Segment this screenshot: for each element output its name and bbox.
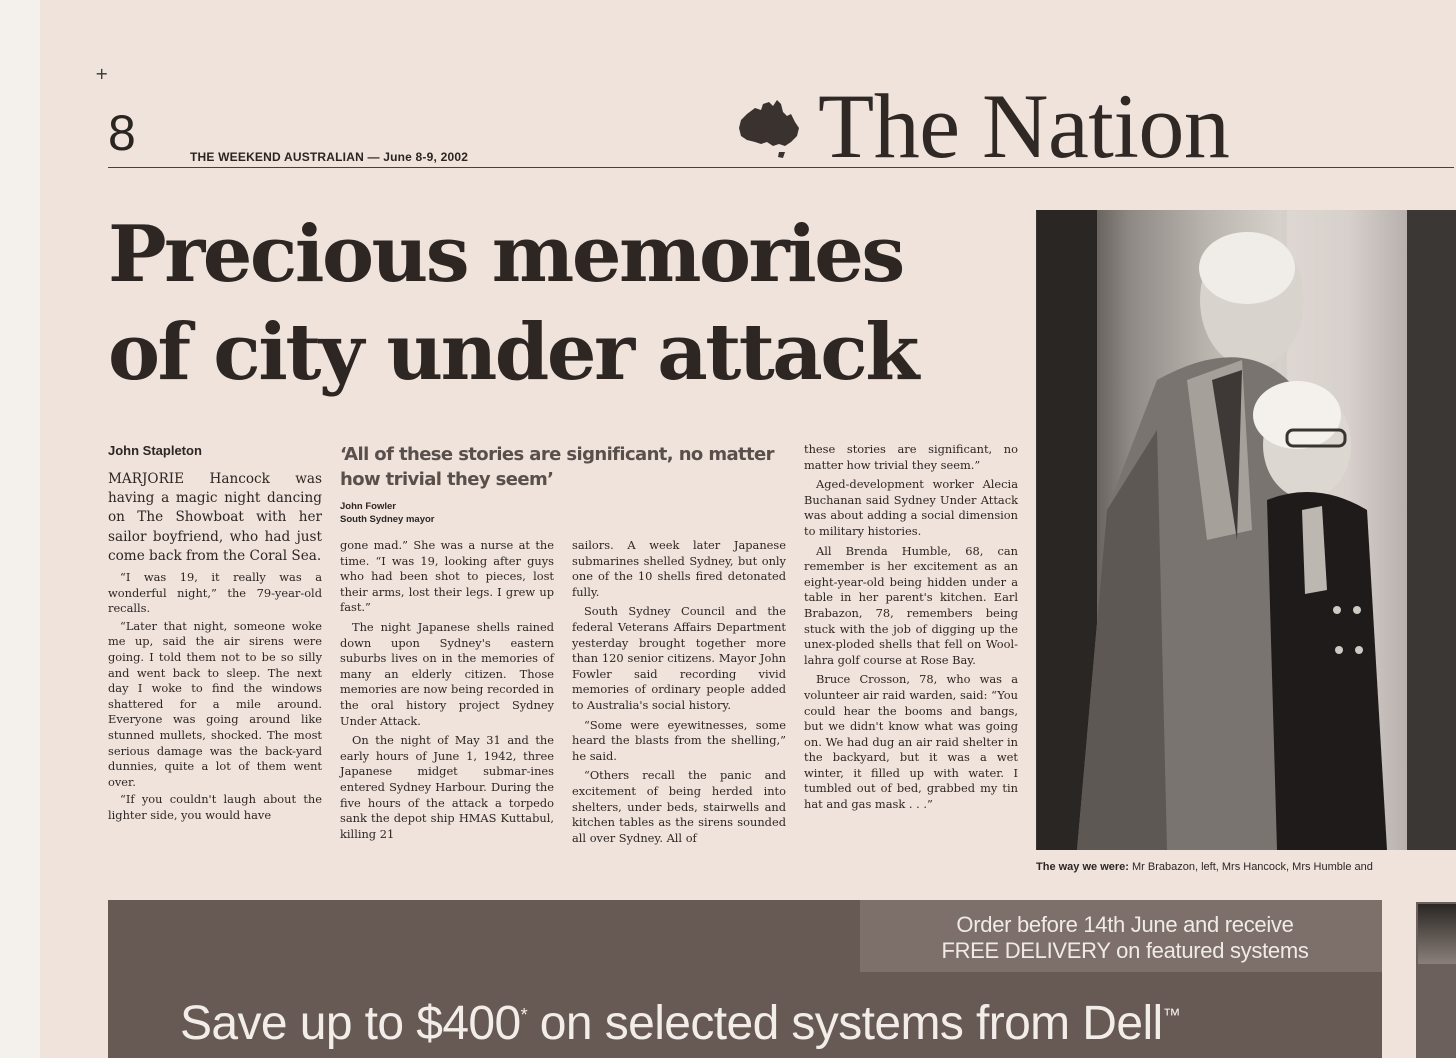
paragraph: Aged-development worker Alecia Buchanan said Sydney Under Attack was about adding a social dimension to military histories. xyxy=(804,477,1018,538)
section-title: The Nation xyxy=(818,75,1230,177)
ad-offer-line-1: Order before 14th June and receive xyxy=(956,912,1294,937)
caption-lead: The way we were: xyxy=(1036,861,1129,873)
headline xyxy=(108,206,1028,402)
ad-asterisk: * xyxy=(520,1005,528,1025)
photo-illustration xyxy=(1037,210,1456,850)
article-column-1 xyxy=(108,470,322,824)
byline: John Stapleton xyxy=(108,443,202,458)
ad-main-text xyxy=(180,997,1180,1050)
photo-veterans xyxy=(1036,210,1456,850)
paragraph: On the night of May 31 and the early hours of June 1, 1942, three Japanese midget submar-ines entered Sydney Harbour. During the five hours of the attack a torpedo sank the depot ship HMAS Kuttabul, killing 21 xyxy=(340,733,554,841)
paragraph: “Some were eyewitnesses, some heard the blasts from the shelling,” he said. xyxy=(572,717,786,763)
ad-trademark: ™ xyxy=(1162,1005,1180,1025)
ad-main-rest: on selected systems from Dell xyxy=(527,997,1163,1050)
pull-quote: ‘All of these stories are significant, no matter how trivial they seem’ xyxy=(340,444,774,490)
paragraph: “I was 19, it really was a wonderful night,” the 79-year-old recalls. xyxy=(108,570,322,616)
dell-advertisement xyxy=(108,900,1382,1058)
paragraph: South Sydney Council and the federal Veterans Affairs Department yesterday brought together more than 120 senior citizens. Mayor John Fowler said recording vivid memories of ordinary people added to Australia's social history. xyxy=(572,604,786,712)
pull-quote-title: South Sydney mayor xyxy=(340,514,435,525)
lead-paragraph: MARJORIE Hancock was having a magic night dancing on The Showboat with her sailor boyfriend, who had just come back from the Coral Sea. xyxy=(108,471,322,564)
article-column-3 xyxy=(572,538,786,846)
masthead-rule xyxy=(108,167,1454,168)
paragraph: All Brenda Humble, 68, can remember is her excitement as an eight-year-old being hidden under a table in her parent's kitchen. Earl Brabazon, 78, remembers being stuck with the job of digging up the unex-ploded shells that fell on Wool-lahra golf course at Rose Bay. xyxy=(804,543,1018,667)
dateline: THE WEEKEND AUSTRALIAN — June 8-9, 2002 xyxy=(190,150,469,164)
paragraph: “Others recall the panic and excitement of being herded into shelters, under beds, stairwells and kitchen tables as the sirens sounded all over Sydney. All of xyxy=(572,768,786,845)
paragraph: gone mad.” She was a nurse at the time. “I was 19, looking after guys who had been shot to pieces, lost their arms, lost their legs. I grew up fast.” xyxy=(340,538,554,615)
ad-main-price: Save up to $400 xyxy=(180,997,521,1050)
paragraph: The night Japanese shells rained down upon Sydney's eastern suburbs lives on in the memories of many an elderly citizen. Those memories are now being recorded in the oral history project Sydney Under Attack. xyxy=(340,619,554,728)
headline-line-1: Precious memories xyxy=(108,209,903,300)
headline-line-2: of city under attack xyxy=(108,307,917,398)
australia-map-icon xyxy=(733,92,807,162)
paragraph: “Later that night, someone woke me up, said the air sirens were going. I told them not to be so silly and went back to sleep. The next day I woke to find the windows shattered for a mile around. Everyone was going around like stunned mullets, shocked. The most serious damage was the back-yard dunnies, quite a lot of them went over. xyxy=(108,618,322,789)
paragraph: “If you couldn't laugh about the lighter side, you would have xyxy=(108,792,322,822)
paragraph: Bruce Crosson, 78, who was a volunteer air raid warden, said: “You could hear the booms and bangs, but we didn't know what was going on. We had dug an air raid shelter in the backyard, but it was a wet winter, it filled up with water. I tumbled out of bed, grabbed my tin hat and gas mask . . .” xyxy=(804,672,1018,812)
photo-caption xyxy=(1036,861,1456,873)
page-number: 8 xyxy=(108,105,136,161)
adjacent-ad-image xyxy=(1418,904,1456,964)
paragraph: these stories are significant, no matter how trivial they seem.” xyxy=(804,442,1018,472)
article-column-2 xyxy=(340,538,554,842)
article-column-4 xyxy=(804,442,1018,813)
pull-quote-name: John Fowler xyxy=(340,501,396,512)
ad-offer-line-2: FREE DELIVERY on featured systems xyxy=(941,938,1309,963)
caption-text: Mr Brabazon, left, Mrs Hancock, Mrs Humble and xyxy=(1128,861,1373,873)
paragraph: sailors. A week later Japanese submarines shelled Sydney, but only one of the 10 shells fired detonated fully. xyxy=(572,538,786,599)
registration-mark-icon: + xyxy=(95,64,109,83)
